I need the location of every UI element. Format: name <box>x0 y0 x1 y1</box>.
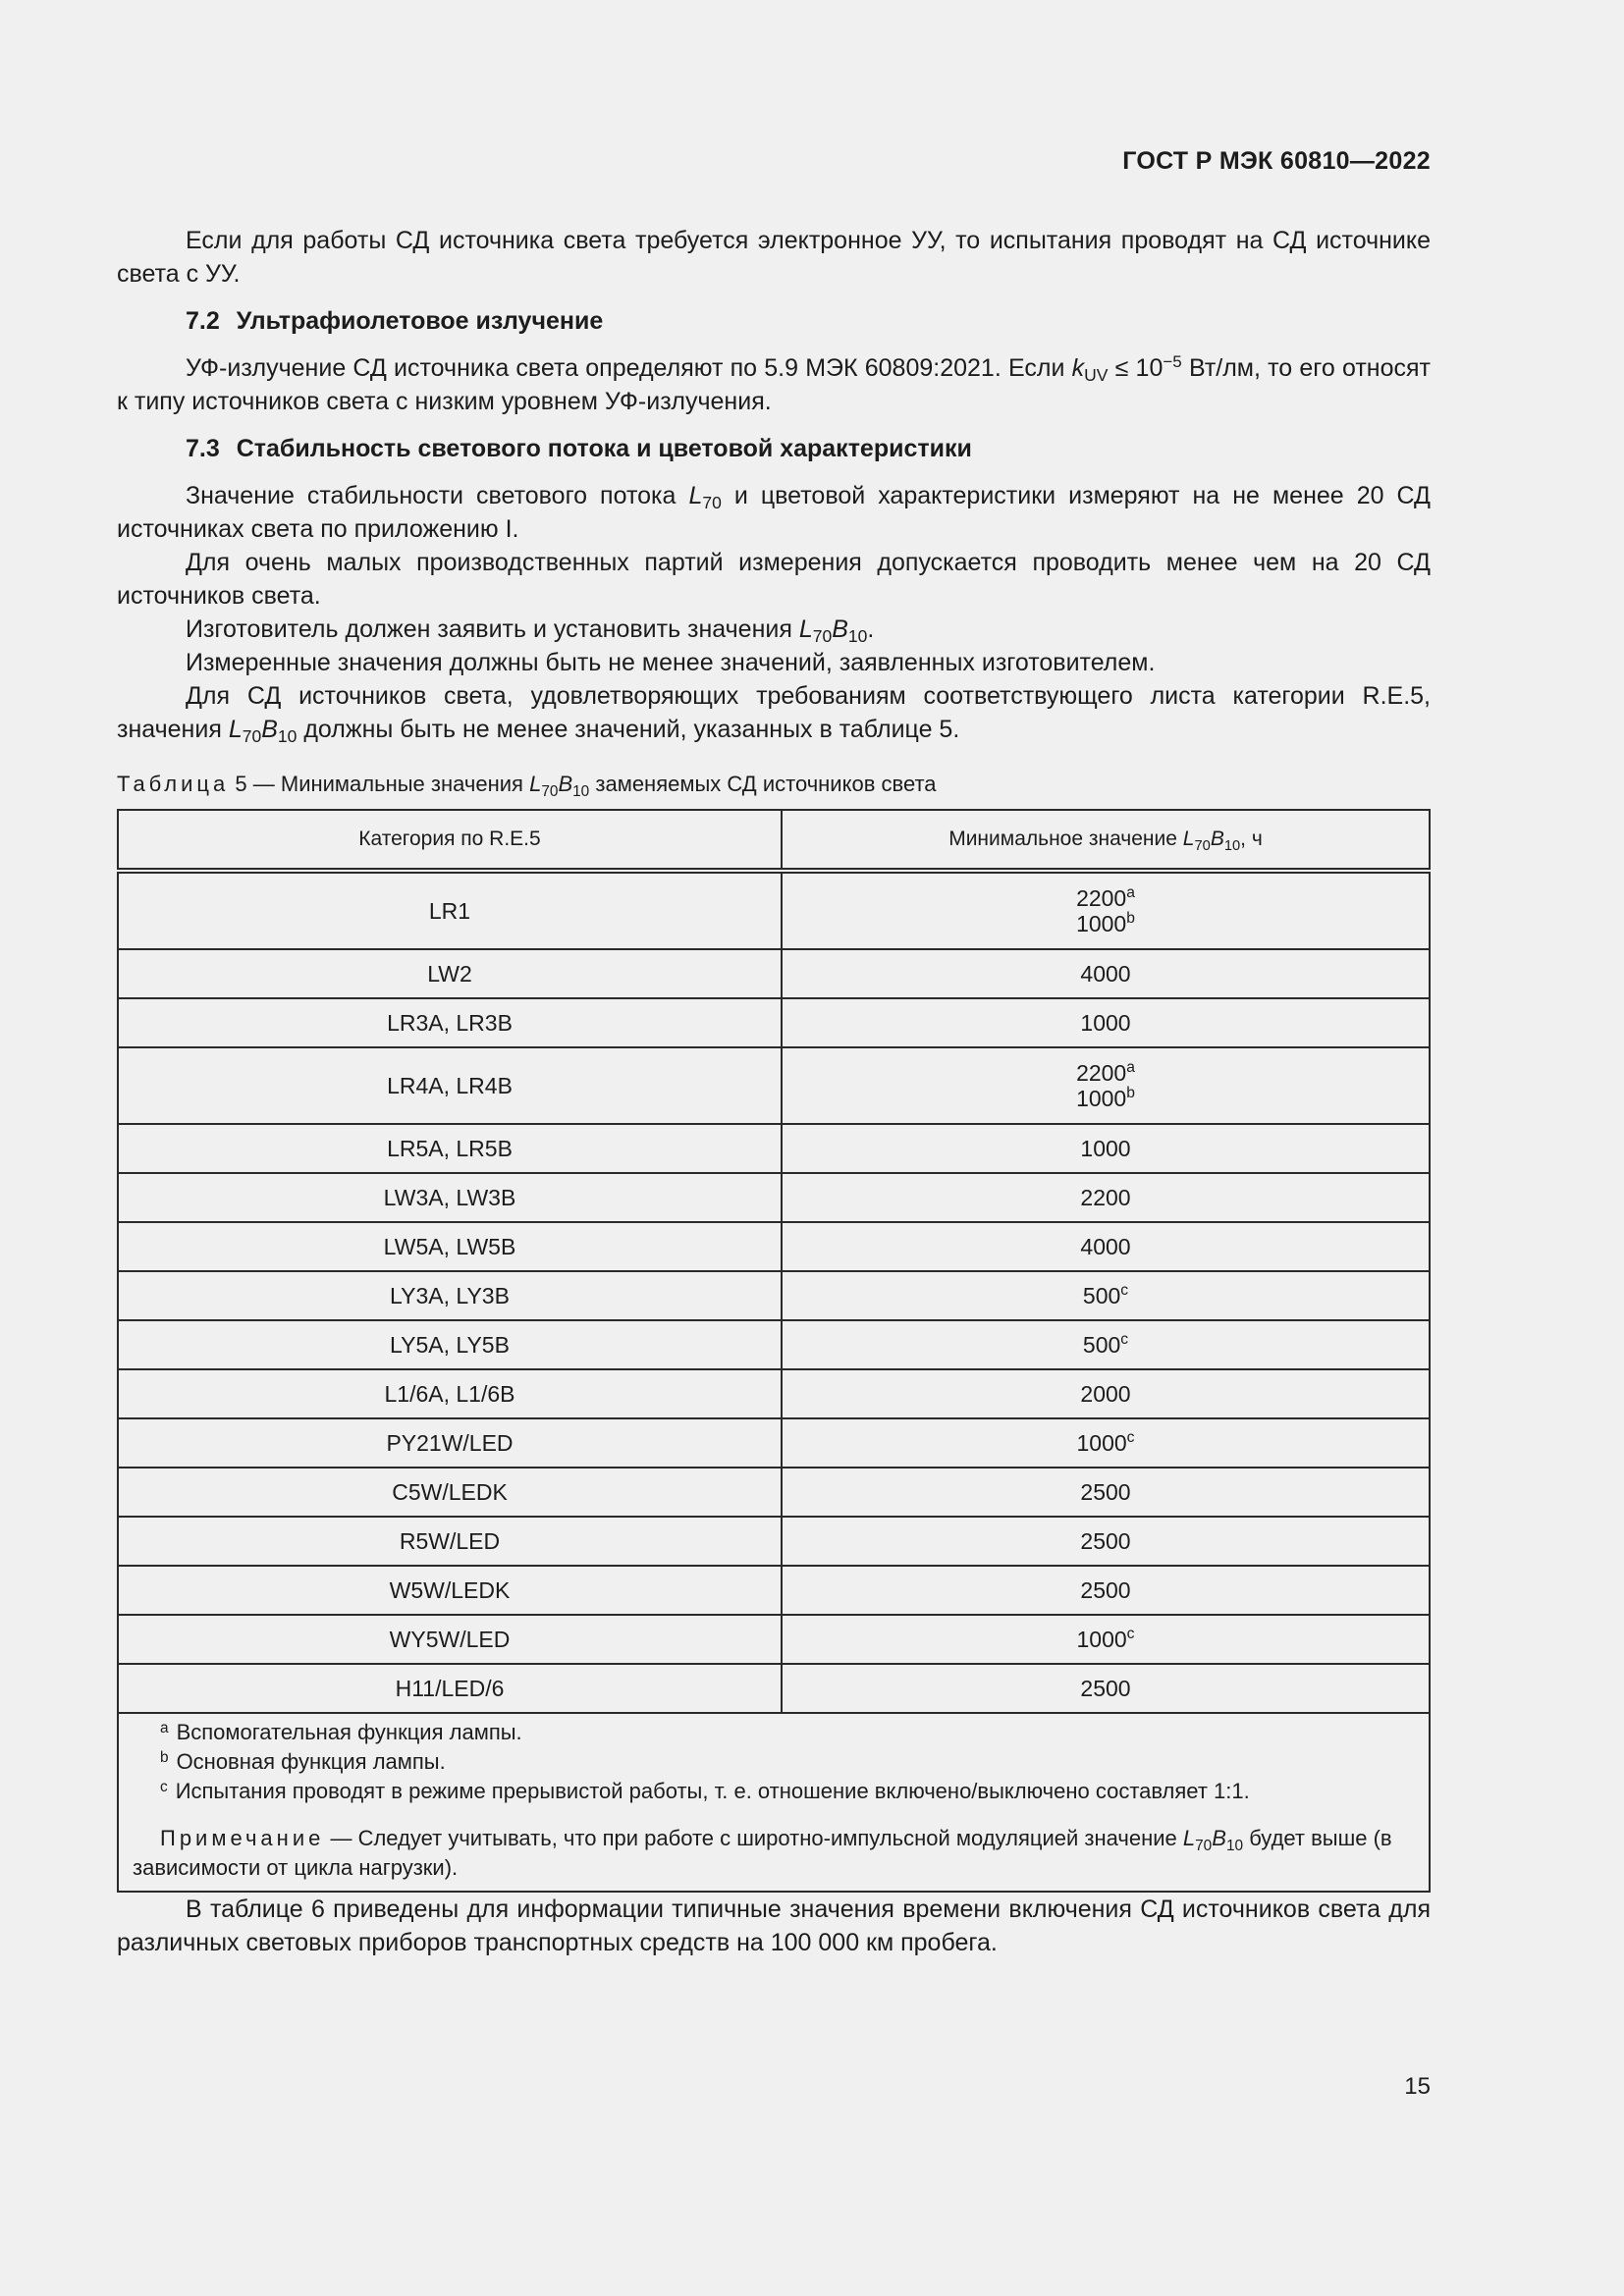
value-line <box>783 1676 1429 1701</box>
l-symbol: L <box>688 482 703 509</box>
section-title: Ультрафиолетовое излучение <box>236 307 604 335</box>
value-line <box>783 1060 1429 1086</box>
text-fragment: будет выше (в зависимости от цикла нагрузки). <box>133 1826 1392 1880</box>
text-fragment: должны быть не менее значений, указанных в таблице 5. <box>303 716 960 743</box>
value-number: 1000 <box>1076 911 1127 936</box>
category-cell: LW3A, LW3B <box>118 1173 782 1222</box>
value-line <box>783 1381 1429 1407</box>
l-symbol: L <box>1182 1826 1196 1850</box>
stability-paragraph-4: Измеренные значения должны быть не менее значений, заявленных изготовителем. <box>186 649 1156 676</box>
b-subscript: 10 <box>277 726 298 746</box>
l-symbol: L <box>529 772 542 796</box>
value-number: 1000 <box>1080 1136 1131 1161</box>
text-fragment: заменяемых СД источников света <box>595 772 937 796</box>
category-cell: H11/LED/6 <box>118 1664 782 1713</box>
l-subscript: 70 <box>541 783 559 800</box>
footnote-a <box>133 1718 1419 1747</box>
footnote-text: Вспомогательная функция лампы. <box>176 1720 522 1744</box>
table-row <box>118 1468 1430 1517</box>
value-footnote-mark: c <box>1126 1429 1135 1446</box>
category-cell: LW2 <box>118 949 782 998</box>
value-cell <box>782 998 1430 1047</box>
l-symbol: L <box>1182 828 1195 850</box>
value-line <box>783 1185 1429 1210</box>
value-line <box>783 885 1429 911</box>
text-fragment: . <box>867 615 875 643</box>
value-line <box>783 1136 1429 1161</box>
value-footnote-mark: c <box>1120 1282 1129 1299</box>
value-number: 2500 <box>1080 1528 1131 1554</box>
section-number: 7.3 <box>186 435 220 462</box>
table-note <box>133 1824 1419 1883</box>
stability-paragraph-3 <box>117 613 1431 646</box>
section-number: 7.2 <box>186 307 220 335</box>
note-label: Примечание <box>160 1826 325 1850</box>
category-cell: WY5W/LED <box>118 1615 782 1664</box>
caption-label: Таблица <box>117 772 230 796</box>
table-row <box>118 1124 1430 1173</box>
category-cell: R5W/LED <box>118 1517 782 1566</box>
value-footnote-mark: a <box>1126 1059 1135 1076</box>
value-number: 500 <box>1082 1283 1121 1308</box>
value-line <box>783 1234 1429 1259</box>
footnote-mark: b <box>160 1749 169 1766</box>
value-footnote-mark: a <box>1126 884 1135 901</box>
text-fragment: Для СД источников света, удовлетворяющих требованиям соответствующего листа категории R.E.5, значения <box>117 682 1431 743</box>
category-cell: LR1 <box>118 871 782 949</box>
footnote-text: Испытания проводят в режиме прерывистой работы, т. е. отношение включено/выключено составляет 1:1. <box>175 1779 1250 1803</box>
value-number: 2500 <box>1080 1479 1131 1505</box>
table-row <box>118 1566 1430 1615</box>
value-cell <box>782 1566 1430 1615</box>
value-number: 1000 <box>1076 1627 1127 1652</box>
text-fragment: , ч <box>1240 828 1263 850</box>
table-row <box>118 1271 1430 1320</box>
value-number: 4000 <box>1080 1234 1131 1259</box>
table-notes-row <box>118 1713 1430 1892</box>
value-cell <box>782 1664 1430 1713</box>
l-subscript: 70 <box>702 493 722 512</box>
value-footnote-mark: c <box>1120 1331 1129 1348</box>
value-number: 1000 <box>1080 1010 1131 1036</box>
value-cell <box>782 1320 1430 1369</box>
value-number: 1000 <box>1076 1086 1127 1111</box>
l-subscript: 70 <box>242 726 262 746</box>
value-line <box>783 1010 1429 1036</box>
value-footnote-mark: c <box>1126 1626 1135 1642</box>
footnote-text: Основная функция лампы. <box>176 1749 446 1774</box>
text-fragment: УФ-излучение СД источника света определяют по 5.9 МЭК 60809:2021. Если <box>186 354 1065 382</box>
category-cell: C5W/LEDK <box>118 1468 782 1517</box>
text-fragment: Минимальное значение <box>948 828 1177 850</box>
value-line <box>783 911 1429 936</box>
value-line <box>783 1577 1429 1603</box>
value-footnote-mark: b <box>1126 1085 1135 1101</box>
value-cell <box>782 1124 1430 1173</box>
table-row <box>118 1047 1430 1124</box>
value-cell <box>782 1615 1430 1664</box>
category-cell: LR3A, LR3B <box>118 998 782 1047</box>
text-fragment: Вт/лм, то его относят к типу источников света с низким уровнем УФ-излучения. <box>117 354 1431 415</box>
table-body <box>118 871 1430 1713</box>
value-cell <box>782 1517 1430 1566</box>
footnote-b <box>133 1747 1419 1777</box>
table-row <box>118 1222 1430 1271</box>
uv-paragraph <box>117 351 1431 418</box>
value-number: 2500 <box>1080 1577 1131 1603</box>
category-cell: LR5A, LR5B <box>118 1124 782 1173</box>
value-footnote-mark: b <box>1126 910 1135 927</box>
table-row <box>118 1173 1430 1222</box>
category-cell: LW5A, LW5B <box>118 1222 782 1271</box>
l-symbol: L <box>228 716 243 743</box>
b-subscript: 10 <box>1225 1838 1244 1854</box>
value-line <box>783 1479 1429 1505</box>
value-line <box>783 1283 1429 1308</box>
category-cell: PY21W/LED <box>118 1418 782 1468</box>
footnote-mark: a <box>160 1720 169 1736</box>
b-symbol: B <box>558 772 573 796</box>
column-header-category: Категория по R.E.5 <box>118 810 782 871</box>
b-symbol: B <box>261 716 278 743</box>
k-symbol: k <box>1071 354 1085 382</box>
value-cell <box>782 1222 1430 1271</box>
table-5 <box>117 809 1431 1893</box>
b-subscript: 10 <box>1223 838 1241 854</box>
value-cell <box>782 1173 1430 1222</box>
exponent: −5 <box>1163 352 1182 371</box>
value-number: 2200 <box>1080 1185 1131 1210</box>
column-header-min-value <box>782 810 1430 871</box>
table-row <box>118 1664 1430 1713</box>
value-line <box>783 1332 1429 1358</box>
text-fragment: Минимальные значения <box>280 772 523 796</box>
text-fragment: Значение стабильности светового потока <box>186 482 677 509</box>
l-subscript: 70 <box>1194 838 1211 854</box>
category-cell: W5W/LEDK <box>118 1566 782 1615</box>
table-row <box>118 998 1430 1047</box>
value-number: 1000 <box>1076 1430 1127 1456</box>
category-cell: LY5A, LY5B <box>118 1320 782 1369</box>
value-cell <box>782 871 1430 949</box>
value-line <box>783 961 1429 987</box>
table-row <box>118 1418 1430 1468</box>
k-subscript: UV <box>1084 365 1109 385</box>
value-number: 4000 <box>1080 961 1131 987</box>
stability-paragraph-5 <box>117 679 1431 746</box>
value-line <box>783 1627 1429 1652</box>
table-row <box>118 1369 1430 1418</box>
stability-paragraph-1 <box>117 479 1431 546</box>
section-7-2-heading <box>186 304 1431 338</box>
page-number: 15 <box>1404 2073 1431 2100</box>
l-symbol: L <box>798 615 813 643</box>
value-number: 2200 <box>1076 885 1127 911</box>
table-row <box>118 1615 1430 1664</box>
footnote-c <box>133 1777 1419 1806</box>
value-number: 2200 <box>1076 1060 1127 1086</box>
caption-number: 5 — <box>235 772 275 796</box>
section-title: Стабильность светового потока и цветовой характеристики <box>236 435 972 462</box>
value-cell <box>782 949 1430 998</box>
page-content <box>117 224 1431 1959</box>
category-cell: L1/6A, L1/6B <box>118 1369 782 1418</box>
footnote-mark: c <box>160 1779 168 1795</box>
table-row <box>118 949 1430 998</box>
value-number: 2000 <box>1080 1381 1131 1407</box>
value-cell <box>782 1369 1430 1418</box>
document-code: ГОСТ Р МЭК 60810—2022 <box>1122 147 1431 175</box>
value-line <box>783 1086 1429 1111</box>
b-symbol: B <box>1212 1826 1226 1850</box>
b-subscript: 10 <box>847 626 868 646</box>
l-subscript: 70 <box>812 626 833 646</box>
value-line <box>783 1430 1429 1456</box>
value-cell <box>782 1271 1430 1320</box>
table-row <box>118 1517 1430 1566</box>
b-symbol: B <box>1210 828 1224 850</box>
relation-text: ≤ 10 <box>1114 354 1164 382</box>
section-7-3-heading <box>186 432 1431 465</box>
text-fragment: Изготовитель должен заявить и установить значения <box>186 615 792 643</box>
table-row <box>118 871 1430 949</box>
closing-paragraph: В таблице 6 приведены для информации типичные значения времени включения СД источников света для различных световых приборов транспортных средств на 100 000 км пробега. <box>117 1896 1431 1956</box>
table-row <box>118 1320 1430 1369</box>
text-fragment: и цветовой характеристики измеряют на не менее 20 СД источниках света по приложению I. <box>117 482 1431 543</box>
value-cell <box>782 1468 1430 1517</box>
stability-paragraph-2: Для очень малых производственных партий измерения допускается проводить менее чем на 20 СД источников света. <box>117 549 1431 610</box>
text-fragment: — Следует учитывать, что при работе с широтно-импульсной модуляцией значение <box>330 1826 1177 1850</box>
table-notes <box>118 1713 1430 1892</box>
table-5-caption <box>117 770 1431 799</box>
value-cell <box>782 1047 1430 1124</box>
category-cell: LR4A, LR4B <box>118 1047 782 1124</box>
value-number: 500 <box>1082 1332 1121 1358</box>
b-subscript: 10 <box>572 783 590 800</box>
intro-paragraph: Если для работы СД источника света требуется электронное УУ, то испытания проводят на СД источнике света с УУ. <box>117 227 1431 288</box>
category-cell: LY3A, LY3B <box>118 1271 782 1320</box>
l-subscript: 70 <box>1195 1838 1213 1854</box>
value-line <box>783 1528 1429 1554</box>
value-cell <box>782 1418 1430 1468</box>
value-number: 2500 <box>1080 1676 1131 1701</box>
b-symbol: B <box>832 615 848 643</box>
table-header-row <box>118 810 1430 871</box>
